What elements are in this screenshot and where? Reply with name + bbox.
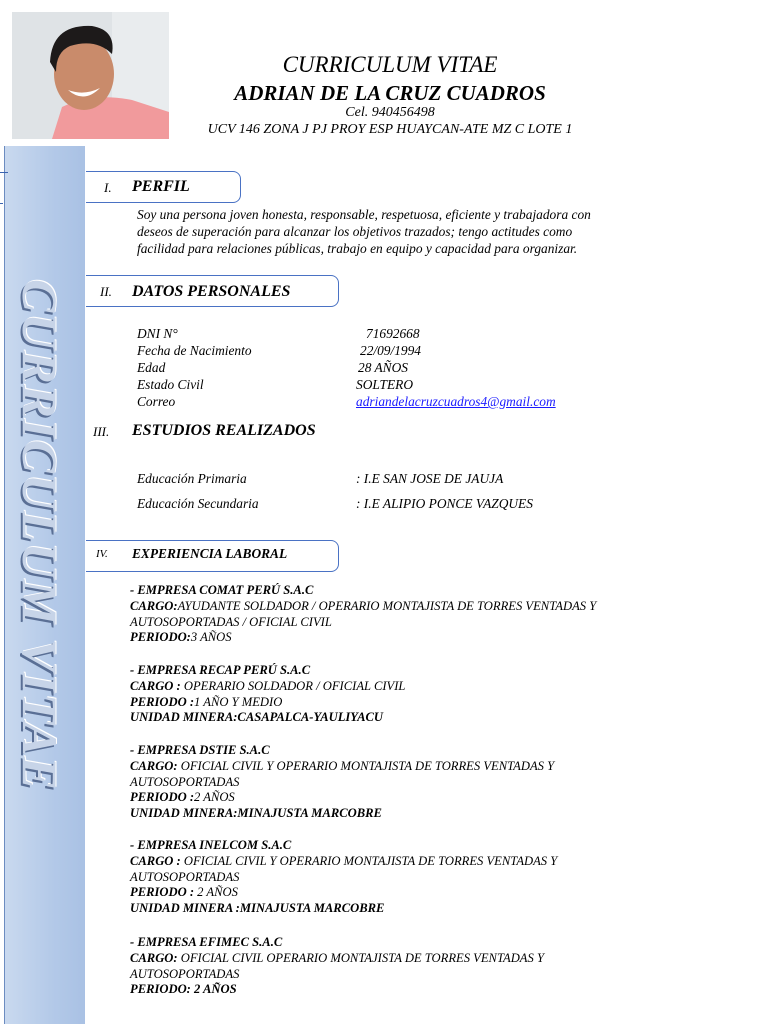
profile-line: deseos de superación para alcanzar los objetivos trazados; tengo actitudes como	[137, 224, 573, 239]
job-company: - EMPRESA EFIMEC S.A.C	[130, 935, 283, 949]
section-number: I.	[104, 180, 112, 195]
job-cargo: OFICIAL CIVIL Y OPERARIO MONTAJISTA DE TORRES VENTADAS Y	[183, 853, 558, 868]
job-cargo-label: CARGO :	[130, 853, 184, 868]
job-periodo: 2 AÑOS	[197, 885, 238, 900]
section-number: III.	[93, 424, 110, 439]
sidebar-vertical-title: CURRICULUM VITAE	[12, 279, 68, 791]
job-entry	[130, 743, 670, 822]
primary-education-label: Educación Primaria	[137, 471, 247, 486]
job-entry	[130, 663, 670, 726]
age-value: 28 AÑOS	[358, 360, 408, 375]
job-cargo-cont: AUTOSOPORTADAS / OFICIAL CIVIL	[130, 614, 332, 629]
email-link[interactable]: adriandelacruzcuadros4@gmail.com	[356, 394, 556, 409]
job-cargo-cont: AUTOSOPORTADAS	[130, 774, 240, 789]
job-company: - EMPRESA INELCOM S.A.C	[130, 838, 292, 852]
section-title: EXPERIENCIA LABORAL	[132, 546, 288, 561]
job-periodo-label: PERIODO:	[130, 630, 191, 645]
job-cargo-cont: AUTOSOPORTADAS	[130, 869, 240, 884]
job-periodo-label: PERIODO :	[130, 885, 198, 900]
dni-value: 71692668	[366, 326, 420, 341]
profile-line: facilidad para relaciones públicas, trabajo en equipo y capacidad para organizar.	[137, 241, 578, 256]
job-unidad: UNIDAD MINERA:MINAJUSTA MARCOBRE	[130, 806, 382, 821]
person-portrait-icon	[12, 12, 169, 139]
job-cargo: OFICIAL CIVIL Y OPERARIO MONTAJISTA DE TORRES VENTADAS Y	[180, 758, 555, 773]
civil-status-value: SOLTERO	[356, 377, 414, 392]
birthdate-value: 22/09/1994	[360, 343, 422, 358]
age-label: Edad	[137, 360, 166, 375]
section-number: IV.	[96, 548, 108, 560]
job-cargo: OPERARIO SOLDADOR / OFICIAL CIVIL	[183, 678, 406, 693]
job-cargo-label: CARGO:	[130, 950, 181, 965]
phone-number: Cel. 940456498	[345, 105, 435, 120]
section-title: PERFIL	[132, 178, 190, 195]
section-title: DATOS PERSONALES	[132, 283, 291, 300]
secondary-education-value: : I.E ALIPIO PONCE VAZQUES	[356, 496, 533, 511]
primary-education-value: : I.E SAN JOSE DE JAUJA	[356, 471, 504, 486]
job-company: - EMPRESA DSTIE S.A.C	[130, 743, 270, 757]
job-unidad: UNIDAD MINERA:CASAPALCA-YAULIYACU	[130, 710, 383, 725]
job-periodo: 3 AÑOS	[190, 630, 232, 645]
birthdate-label: Fecha de Nacimiento	[137, 343, 252, 358]
job-cargo-label: CARGO:	[130, 758, 181, 773]
job-entry	[130, 583, 670, 646]
document-title: CURRICULUM VITAE	[282, 52, 498, 77]
section-title: ESTUDIOS REALIZADOS	[132, 422, 316, 439]
job-cargo-label: CARGO:	[130, 598, 178, 613]
email-label: Correo	[137, 394, 176, 409]
job-periodo-label: PERIODO :	[130, 790, 195, 805]
job-periodo: 1 AÑO Y MEDIO	[194, 694, 283, 709]
profile-text	[137, 206, 697, 257]
profile-photo	[12, 12, 169, 139]
job-periodo-label: PERIODO :	[130, 694, 195, 709]
job-company: - EMPRESA RECAP PERÚ S.A.C	[130, 663, 311, 677]
job-company: - EMPRESA COMAT PERÚ S.A.C	[130, 583, 314, 597]
job-periodo-label: PERIODO: 2 AÑOS	[130, 982, 237, 997]
civil-status-label: Estado Civil	[137, 377, 204, 392]
job-cargo-label: CARGO :	[130, 678, 184, 693]
job-periodo: 2 AÑOS	[194, 790, 235, 805]
dni-label: DNI N°	[137, 326, 178, 341]
candidate-name: ADRIAN DE LA CRUZ CUADROS	[234, 81, 546, 105]
job-entry	[130, 838, 670, 917]
job-entry	[130, 935, 670, 998]
sidebar-divider	[0, 172, 8, 173]
job-cargo: OFICIAL CIVIL OPERARIO MONTAJISTA DE TORRES VENTADAS Y	[180, 950, 544, 965]
address: UCV 146 ZONA J PJ PROY ESP HUAYCAN-ATE MZ C LOTE 1	[207, 122, 573, 137]
profile-line: Soy una persona joven honesta, responsable, respetuosa, eficiente y trabajadora con	[137, 207, 591, 222]
job-cargo-cont: AUTOSOPORTADAS	[130, 966, 240, 981]
job-unidad: UNIDAD MINERA :MINAJUSTA MARCOBRE	[130, 901, 385, 916]
job-cargo: AYUDANTE SOLDADOR / OPERARIO MONTAJISTA DE TORRES VENTADAS Y	[177, 598, 597, 613]
section-number: II.	[100, 284, 112, 299]
secondary-education-label: Educación Secundaria	[137, 496, 259, 511]
